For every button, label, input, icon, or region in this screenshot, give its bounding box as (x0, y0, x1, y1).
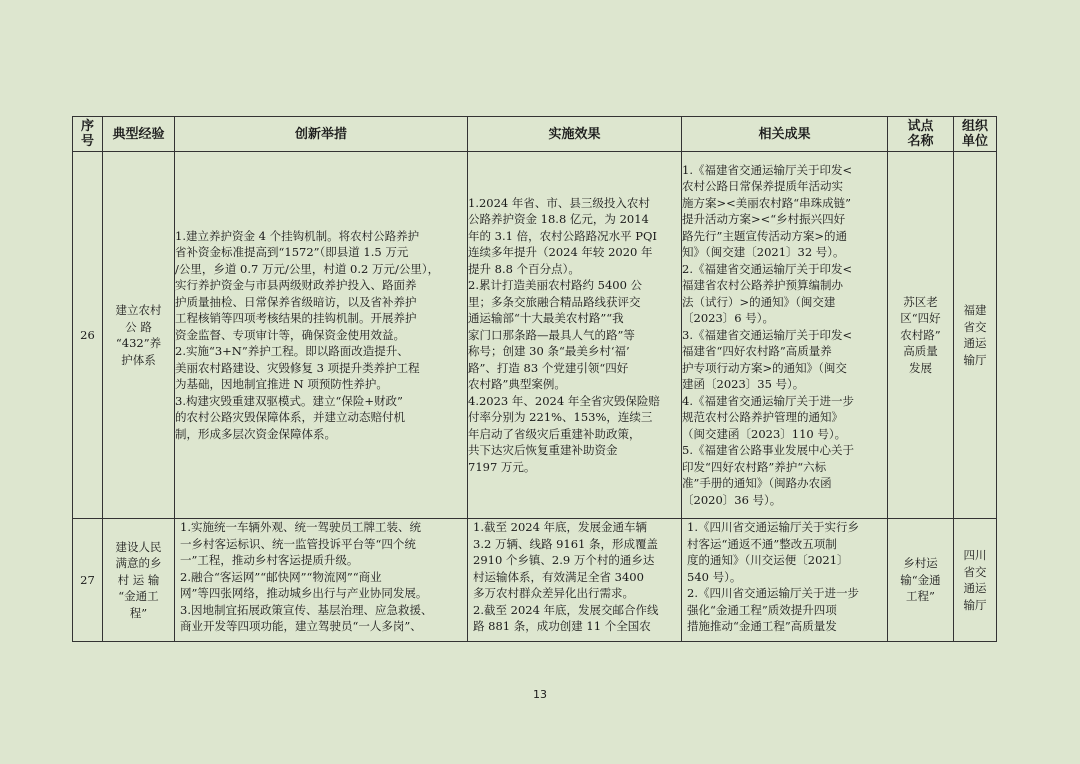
row-effects: 1.截至 2024 年底，发展金通车辆 3.2 万辆、线路 9161 条，形成覆盖 2910 个乡镇、2.9 万个村的通乡达 村运输体系，有效满足全省 3400 多万农村群众差异化出行需求。 2.截至 2024 年底，发展交邮合作线 路 881 条，成功创建 11 个全国农 (473, 520, 659, 633)
header-effects: 实施效果 (468, 117, 682, 152)
row-experience: 建立农村 公 路 “432”养 护体系 (103, 152, 175, 519)
header-measures: 创新举措 (175, 117, 468, 152)
row-number: 27 (73, 519, 103, 642)
header-results: 相关成果 (682, 117, 888, 152)
row-measures: 1.建立养护资金 4 个挂钩机制。将农村公路养护 省补资金标准提高到“1572”（即县道 1.5 万元 /公里，乡道 0.7 万元/公里，村道 0.2 万元/公里）， 实行养护资金与市县两级财政养护投入、路面养 护质量抽检、日常保养省级暗访，以及省补养护 工程核销等四项考核结果的挂钩机制。开展养护 资金监督、专项审计等，确保资金使用效益。 2.实施“3+N”养护工程。即以路面改造提升、 美丽农村路建设、灾毁修复 3 项提升类养护工程 为基础，因地制宜推进 N 项预防性养护。 3.构建灾毁重建双驱模式。建立“保险+财政” 的农村公路灾毁保障体系，并建立动态赔付机 制，形成多层次资金保障体系。 (175, 152, 468, 519)
table-row (73, 152, 997, 519)
row-measures: 1.实施统一车辆外观、统一驾驶员工牌工装、统 一乡村客运标识、统一监管投诉平台等“四个统 一”工程，推动乡村客运提质升级。 2.融合“客运网”“邮快网”“物流网”“商业 网”等四张网络，推动城乡出行与产业协同发展。 3.因地制宜拓展政策宣传、基层治理、应急救援、 商业开发等四项功能，建立驾驶员“一人多岗”、 (180, 520, 433, 633)
row-experience: 建设人民 满意的乡 村 运 输 “金通工 程” (103, 519, 175, 642)
page-number: 13 (533, 688, 547, 701)
header-number: 序 号 (73, 117, 103, 152)
row-pilot-name: 苏区老 区“四好 农村路” 高质量 发展 (888, 152, 954, 519)
row-effects: 1.2024 年省、市、县三级投入农村 公路养护资金 18.8 亿元，为 2014 年的 3.1 倍，农村公路路况水平 PQI 连续多年提升（2024 年较 2020 年 提升 8.8 个百分点）。 2.累计打造美丽农村路约 5400 公 里；多条交旅融合精品路线获评交 通运输部“十大最美农村路”“我 家门口那条路—最具人气的路”等 称号；创建 30 条“最美乡村‘福’ 路”、打造 83 个党建引领“四好 农村路”典型案例。 4.2023 年、2024 年全省灾毁保险赔 付率分别为 221%、153%，连续三 年启动了省级灾后重建补助政策， 共下达灾后恢复重建补助资金 7197 万元。 (468, 152, 682, 519)
header-organizer: 组织 单位 (954, 117, 997, 152)
table-row (73, 519, 997, 642)
row-pilot-name: 乡村运 输“金通 工程” (888, 519, 954, 642)
row-number: 26 (73, 152, 103, 519)
experience-table (72, 116, 997, 642)
header-experience: 典型经验 (103, 117, 175, 152)
header-pilot-name: 试点 名称 (888, 117, 954, 152)
row-results: 1.《四川省交通运输厅关于实行乡 村客运“通返不通”整改五项制 度的通知》（川交运便〔2021〕 540 号）。 2.《四川省交通运输厅关于进一步 强化“金通工程”质效提升四项 措施推动“金通工程”高质量发 (687, 520, 859, 633)
row-organizer: 四川 省交 通运 输厅 (954, 519, 997, 642)
row-organizer: 福建 省交 通运 输厅 (954, 152, 997, 519)
row-results: 1.《福建省交通运输厅关于印发< 农村公路日常保养提质年活动实 施方案><美丽农村路“串珠成链” 提升活动方案><“乡村振兴四好 路先行”主题宣传活动方案>的通 知》（闽交建〔2021〕32 号）。 2.《福建省交通运输厅关于印发< 福建省农村公路养护预算编制办 法（试行）>的通知》（闽交建 〔2023〕6 号）。 3.《福建省交通运输厅关于印发< 福建省“四好农村路”高质量养 护专项行动方案>的通知》（闽交 建函〔2023〕35 号）。 4.《福建省交通运输厅关于进一步 规范农村公路养护管理的通知》 （闽交建函〔2023〕110 号）。 5.《福建省公路事业发展中心关于 印发“四好农村路”养护“六标 准”手册的通知》（闽路办农函 〔2020〕36 号）。 (682, 152, 888, 519)
header-row (73, 117, 997, 152)
